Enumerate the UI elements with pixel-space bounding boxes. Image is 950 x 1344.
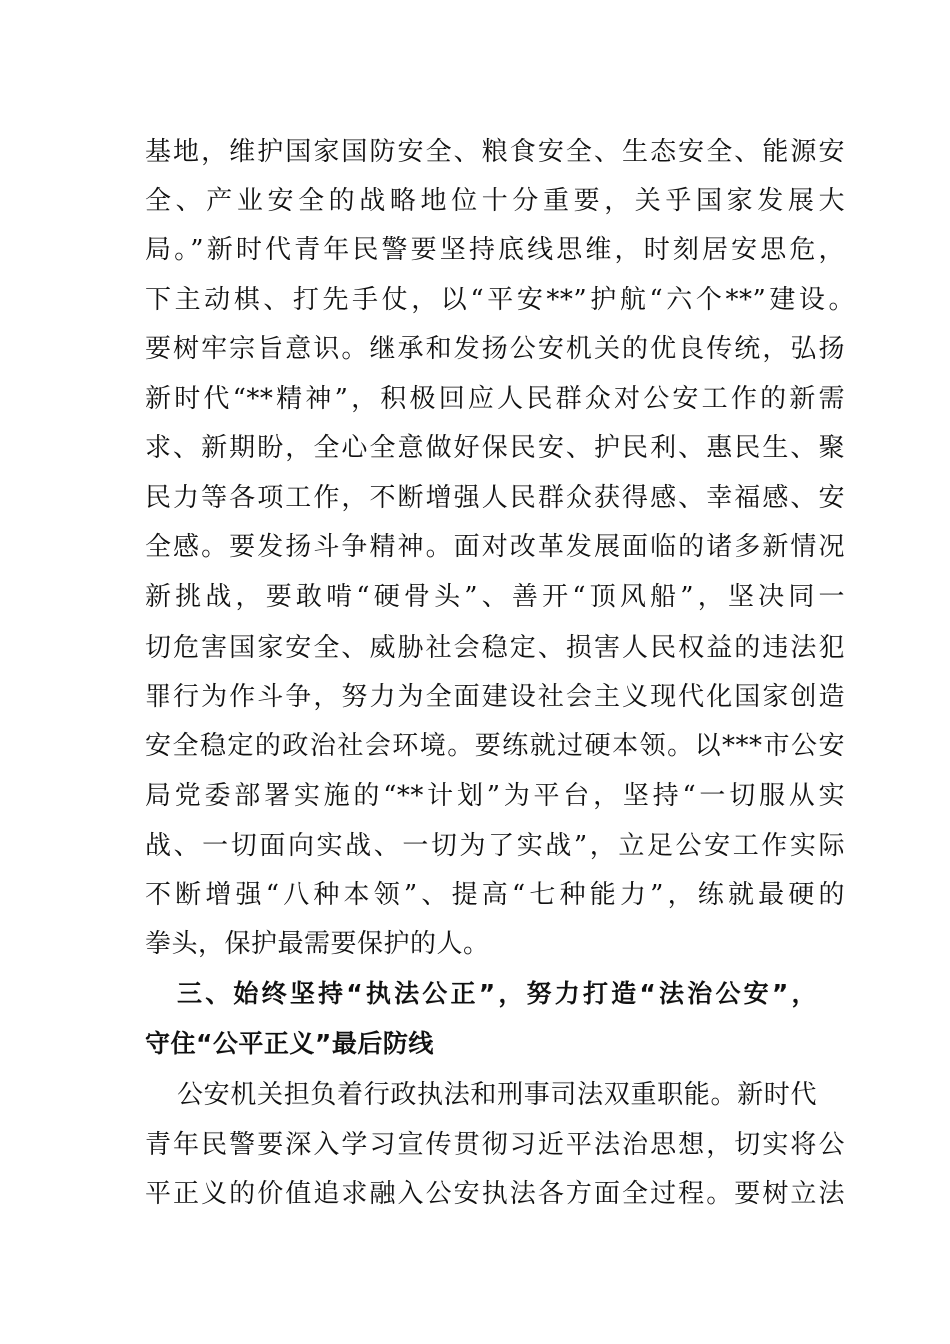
- body-text-line: 求、新期盼，全心全意做好保民安、护民利、惠民生、聚: [145, 433, 845, 463]
- body-text-line: 平正义的价值追求融入公安执法各方面全过程。要树立法: [145, 1179, 845, 1209]
- body-text-line: 拳头，保护最需要保护的人。: [145, 929, 490, 959]
- section-heading-line: 守住“公平正义”最后防线: [145, 1029, 434, 1058]
- body-text-line: 全、产业安全的战略地位十分重要，关乎国家发展大: [145, 186, 845, 216]
- body-text-line: 公安机关担负着行政执法和刑事司法双重职能。新时代: [177, 1080, 817, 1110]
- body-text-line: 新时代“**精神”，积极回应人民群众对公安工作的新需: [145, 384, 845, 414]
- body-text-line: 罪行为作斗争，努力为全面建设社会主义现代化国家创造: [145, 682, 845, 712]
- body-text-line: 安全稳定的政治社会环境。要练就过硬本领。以***市公安: [145, 731, 845, 761]
- body-text-line: 局党委部署实施的“**计划”为平台，坚持“一切服从实: [145, 781, 845, 811]
- body-text-line: 不断增强“八种本领”、提高“七种能力”，练就最硬的: [145, 880, 845, 910]
- body-text-line: 青年民警要深入学习宣传贯彻习近平法治思想，切实将公: [145, 1130, 845, 1160]
- section-heading-line: 三、始终坚持“执法公正”，努力打造“法治公安”，: [177, 979, 817, 1008]
- body-text-line: 战、一切面向实战、一切为了实战”，立足公安工作实际: [145, 831, 845, 861]
- body-text-line: 基地，维护国家国防安全、粮食安全、生态安全、能源安: [145, 137, 845, 167]
- body-text-line: 切危害国家安全、威胁社会稳定、损害人民权益的违法犯: [145, 633, 845, 663]
- body-text-line: 民力等各项工作，不断增强人民群众获得感、幸福感、安: [145, 483, 845, 513]
- body-text-line: 要树牢宗旨意识。继承和发扬公安机关的优良传统，弘扬: [145, 334, 845, 364]
- body-text-line: 全感。要发扬斗争精神。面对改革发展面临的诸多新情况: [145, 532, 845, 562]
- body-text-line: 局。”新时代青年民警要坚持底线思维，时刻居安思危，: [145, 235, 845, 265]
- body-text-line: 新挑战，要敢啃“硬骨头”、善开“顶风船”，坚决同一: [145, 582, 845, 612]
- body-text-line: 下主动棋、打先手仗，以“平安**”护航“六个**”建设。: [145, 285, 855, 315]
